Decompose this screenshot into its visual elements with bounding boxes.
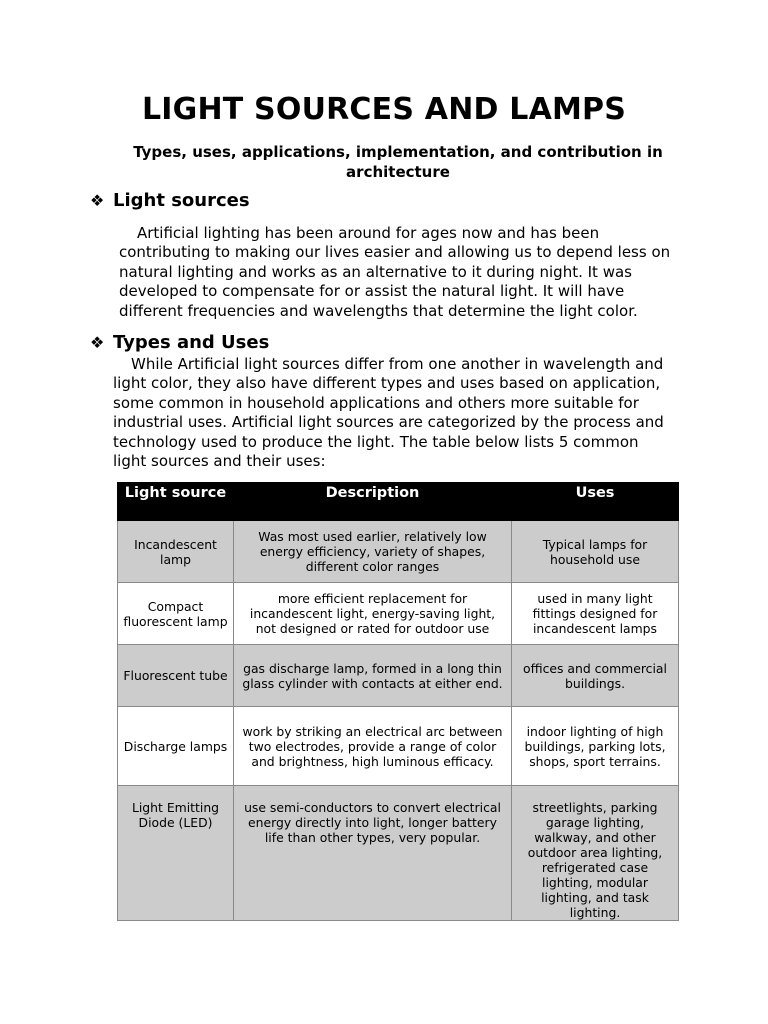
section-heading-label: Light sources xyxy=(113,190,250,211)
cell-uses: used in many light fittings designed for incandescent lamps xyxy=(512,583,679,645)
cell-description: more efficient replacement for incandescent light, energy-saving light, not designed or rated for outdoor use xyxy=(234,583,512,645)
section-heading-label: Types and Uses xyxy=(113,332,270,353)
cell-source: Discharge lamps xyxy=(118,707,234,786)
table-row xyxy=(118,521,679,583)
cell-description: use semi-conductors to convert electrical energy directly into light, longer battery life than other types, very popular. xyxy=(234,786,512,921)
column-header-description: Description xyxy=(234,483,512,521)
table-row xyxy=(118,786,679,921)
diamond-bullet-icon: ❖ xyxy=(90,191,105,210)
document-subtitle: Types, uses, applications, implementation, and contribution in architecture xyxy=(133,143,663,181)
cell-uses: offices and commercial buildings. xyxy=(512,645,679,707)
table-header-row xyxy=(118,483,679,521)
document-title: LIGHT SOURCES AND LAMPS xyxy=(141,92,627,127)
cell-uses: indoor lighting of high buildings, parking lots, shops, sport terrains. xyxy=(512,707,679,786)
cell-uses: Typical lamps for household use xyxy=(512,521,679,583)
column-header-light-source: Light source xyxy=(118,483,234,521)
light-sources-table xyxy=(117,482,679,921)
cell-source: Compact fluorescent lamp xyxy=(118,583,234,645)
section-heading-types-and-uses xyxy=(90,332,269,354)
section-paragraph-types-and-uses: While Artificial light sources differ from one another in wavelength and light color, they also have different types and uses based on application, some common in household applications and others more suitable for industrial uses. Artificial light sources are categorized by the process and technology used to produce the light. The table below lists 5 common light sources and their uses: xyxy=(113,355,664,471)
cell-description: gas discharge lamp, formed in a long thin glass cylinder with contacts at either end. xyxy=(234,645,512,707)
table-row xyxy=(118,645,679,707)
cell-source: Fluorescent tube xyxy=(118,645,234,707)
table-row xyxy=(118,583,679,645)
cell-description: work by striking an electrical arc between two electrodes, provide a range of color and brightness, high luminous efficacy. xyxy=(234,707,512,786)
cell-uses: streetlights, parking garage lighting, walkway, and other outdoor area lighting, refrigerated case lighting, modular lighting, and task lighting. xyxy=(512,786,679,921)
section-heading-light-sources xyxy=(90,190,250,212)
section-paragraph-light-sources: Artificial lighting has been around for ages now and has been contributing to making our lives easier and allowing us to depend less on natural lighting and works as an alternative to it during night. It was developed to compensate for or assist the natural light. It will have different frequencies and wavelengths that determine the light color. xyxy=(119,224,671,320)
cell-source: Light Emitting Diode (LED) xyxy=(118,786,234,921)
table-row xyxy=(118,707,679,786)
column-header-uses: Uses xyxy=(512,483,679,521)
cell-description: Was most used earlier, relatively low energy efficiency, variety of shapes, different color ranges xyxy=(234,521,512,583)
cell-source: Incandescent lamp xyxy=(118,521,234,583)
diamond-bullet-icon: ❖ xyxy=(90,333,105,352)
